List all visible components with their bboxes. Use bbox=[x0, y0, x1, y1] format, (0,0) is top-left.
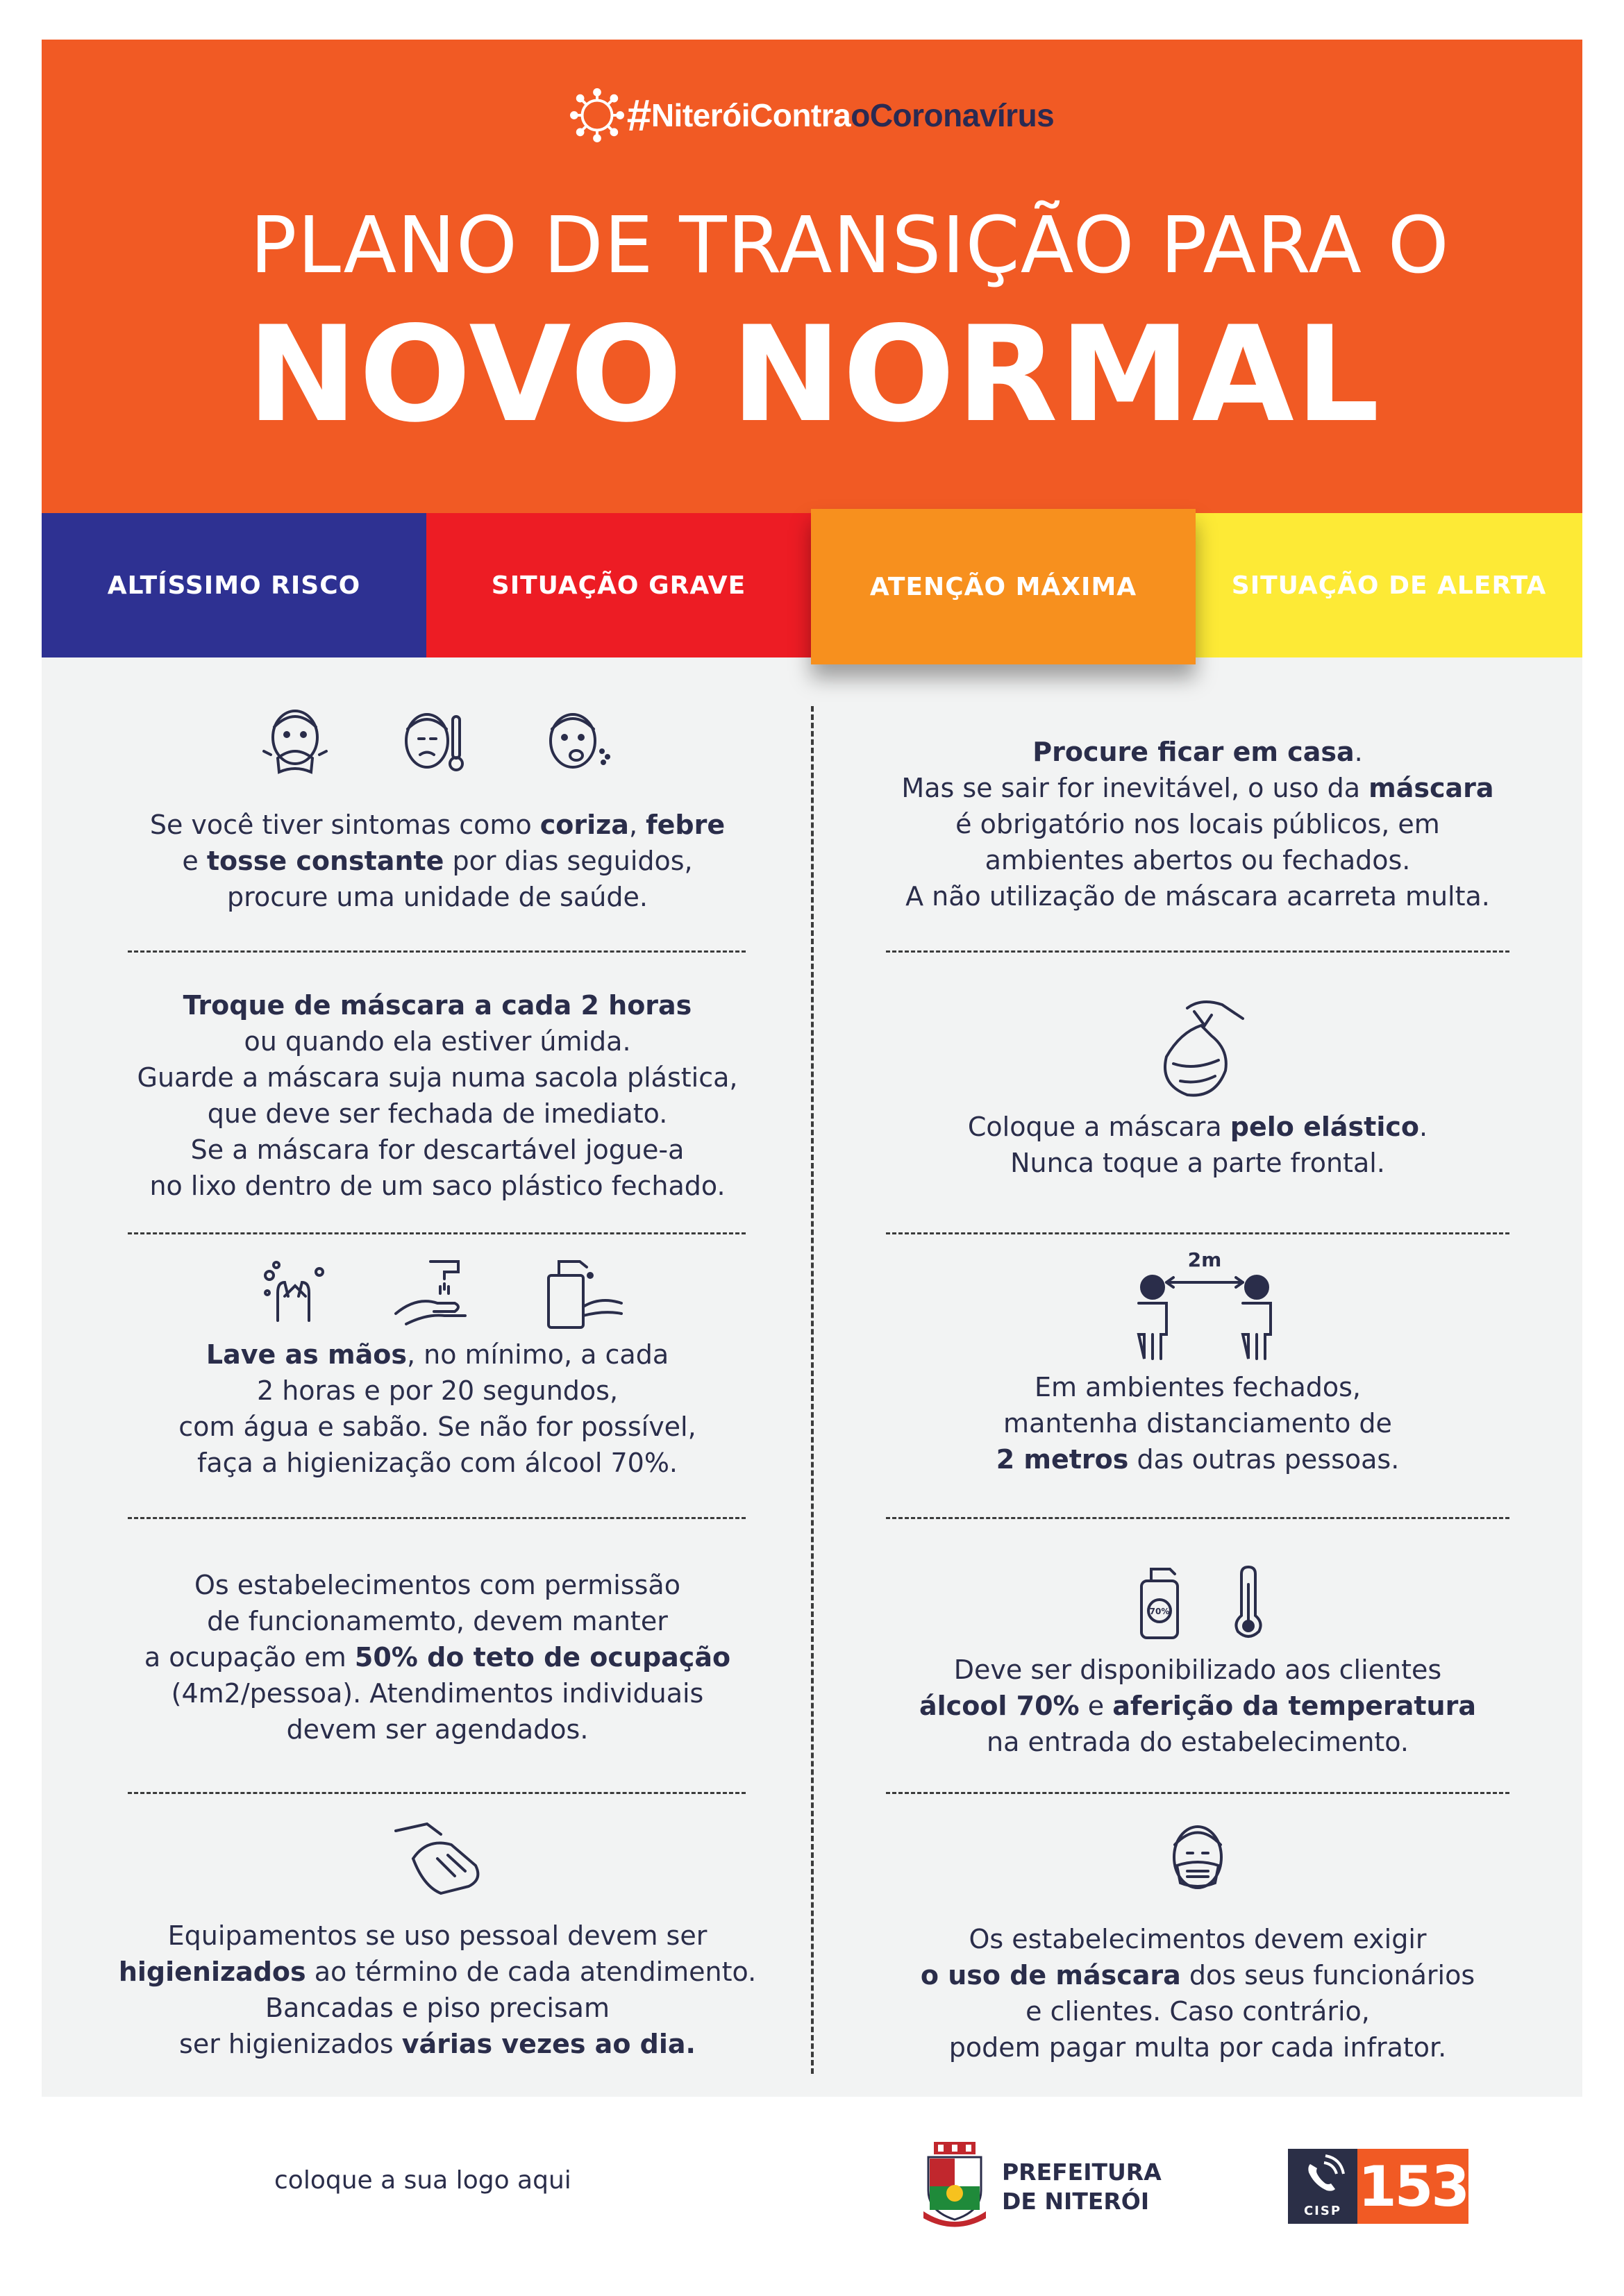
hand-sanitizer-icon bbox=[535, 1255, 625, 1331]
hashtag-part1: NiteróiContra bbox=[651, 97, 851, 133]
stay-home-text: Procure ficar em casa. Mas se sair for inevitável, o uso da máscara é obrigatório nos locais públicos, em ambientes abertos ou fechados. A não utilização de máscara acarreta multa. bbox=[901, 737, 1494, 912]
separator bbox=[886, 1232, 1509, 1234]
cisp-number: 153 bbox=[1357, 2149, 1468, 2224]
page-title: NOVO NORMAL bbox=[247, 298, 1381, 451]
phone-icon bbox=[1288, 2149, 1357, 2204]
virus-icon bbox=[570, 88, 624, 142]
alcohol-temperature-text: Deve ser disponibilizado aos clientes álcool 70% e aferição da temperatura na entrada do estabelecimento. bbox=[919, 1654, 1476, 1757]
header-banner bbox=[42, 40, 1582, 513]
separator bbox=[886, 1517, 1509, 1519]
fever-face-icon bbox=[396, 703, 472, 779]
cisp-label: CISP bbox=[1303, 2204, 1342, 2218]
hashtag-logo bbox=[42, 88, 1582, 142]
bottle-label: 70% bbox=[1149, 1607, 1170, 1616]
social-distance-icon bbox=[1132, 1244, 1278, 1362]
mask-required-text: Os estabelecimentos devem exigir o uso de máscara dos seus funcionários e clientes. Caso contrário, podem pagar multa por cada infrator. bbox=[920, 1924, 1475, 2063]
band-atencao-maxima: ATENÇÃO MÁXIMA bbox=[811, 509, 1196, 664]
equipment-text: Equipamentos se uso pessoal devem ser higienizados ao término de cada atendimento. Bancadas e piso precisam ser higienizados várias vezes ao dia. bbox=[118, 1920, 757, 2059]
poster bbox=[42, 40, 1582, 2097]
separator bbox=[128, 1232, 746, 1234]
hands-washing-icon bbox=[257, 1255, 333, 1331]
hand-holding-mask-icon bbox=[1146, 994, 1264, 1112]
band-situacao-alerta: SITUAÇÃO DE ALERTA bbox=[1196, 513, 1582, 657]
column-divider bbox=[811, 706, 814, 2074]
logo-placeholder: coloque a sua logo aqui bbox=[274, 2166, 571, 2195]
handwash-text: Lave as mãos, no mínimo, a cada 2 horas e por 20 segundos, com água e sabão. Se não for possível, faça a higienização com álcool 70%. bbox=[178, 1339, 696, 1478]
hashtag-symbol: # bbox=[626, 90, 651, 140]
prefeitura-name: PREFEITURA DE NITERÓI bbox=[1002, 2159, 1162, 2215]
thermometer-icon bbox=[1228, 1564, 1269, 1640]
mask-elastic-text: Coloque a máscara pelo elástico. Nunca toque a parte frontal. bbox=[967, 1112, 1428, 1178]
distance-label: 2m bbox=[1187, 1248, 1222, 1271]
distance-text: Em ambientes fechados, mantenha distanciamento de 2 metros das outras pessoas. bbox=[996, 1372, 1400, 1475]
cough-face-icon bbox=[538, 703, 614, 779]
tap-water-icon bbox=[389, 1255, 479, 1331]
sneeze-face-icon bbox=[257, 703, 333, 779]
hashtag-part2: oCoronavírus bbox=[851, 97, 1055, 133]
separator bbox=[128, 1517, 746, 1519]
separator bbox=[128, 1792, 746, 1794]
occupancy-text: Os estabelecimentos com permissão de funcionamemto, devem manter a ocupação em 50% do teto de ocupação (4m2/pessoa). Atendimentos individuais devem ser agendados. bbox=[144, 1570, 731, 1745]
cisp-153-badge bbox=[1288, 2149, 1468, 2224]
separator bbox=[886, 1792, 1509, 1794]
band-situacao-grave: SITUAÇÃO GRAVE bbox=[426, 513, 811, 657]
wiping-hand-icon bbox=[385, 1817, 489, 1900]
coat-of-arms-icon bbox=[920, 2142, 989, 2232]
separator bbox=[886, 950, 1509, 953]
sanitizer-bottle-icon bbox=[1132, 1564, 1187, 1640]
mask-change-text: Troque de máscara a cada 2 horas ou quando ela estiver úmida. Guarde a máscara suja numa sacola plástica, que deve ser fechada de imediato. Se a máscara for descartável jogue-a no lixo dentro de um saco plástico fechado. bbox=[137, 990, 738, 1201]
page-subtitle: PLANO DE TRANSIÇÃO PARA O bbox=[250, 201, 1450, 291]
band-altissimo-risco: ALTÍSSIMO RISCO bbox=[42, 513, 426, 657]
cisp-phone-box bbox=[1288, 2149, 1357, 2224]
masked-face-icon bbox=[1160, 1817, 1236, 1900]
separator bbox=[128, 950, 746, 953]
symptoms-text: Se você tiver sintomas como coriza, febre e tosse constante por dias seguidos, procure uma unidade de saúde. bbox=[149, 810, 726, 912]
